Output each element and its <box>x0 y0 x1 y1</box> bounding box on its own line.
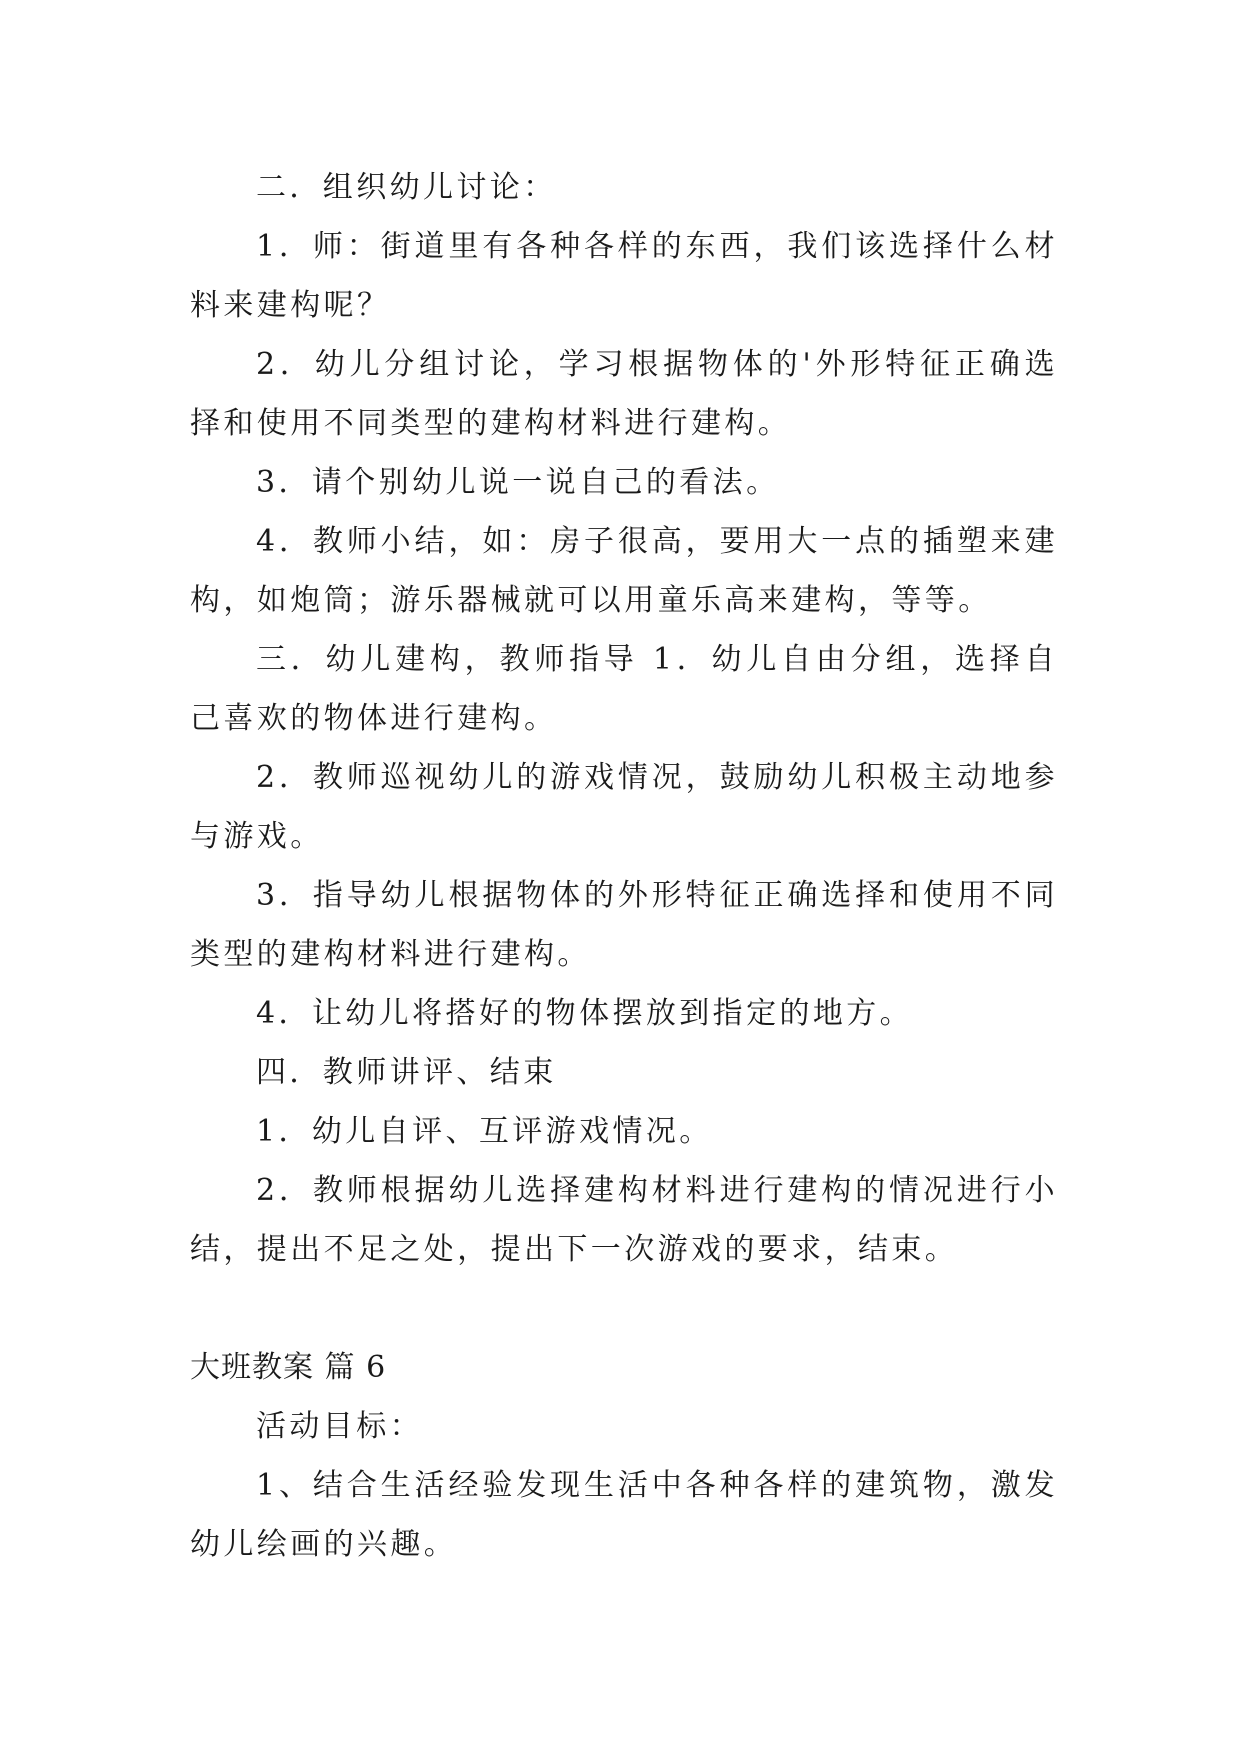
paragraph: 2．教师巡视幼儿的游戏情况，鼓励幼儿积极主动地参与游戏。 <box>190 760 1058 854</box>
paragraph: 4．教师小结，如：房子很高，要用大一点的插塑来建构，如炮筒；游乐器械就可以用童乐高来建构，等等。 <box>190 524 1058 618</box>
paragraph: 1、结合生活经验发现生活中各种各样的建筑物，激发幼儿绘画的兴趣。 <box>190 1468 1058 1562</box>
paragraph: 3．请个别幼儿说一说自己的看法。 <box>256 465 780 500</box>
paragraph: 二．组织幼儿讨论： <box>256 170 557 205</box>
paragraph: 3．指导幼儿根据物体的外形特征正确选择和使用不同类型的建构材料进行建构。 <box>190 878 1058 972</box>
section-spacer <box>190 1279 1058 1338</box>
paragraph: 活动目标： <box>256 1409 423 1444</box>
section-heading: 大班教案 篇 6 <box>190 1350 387 1385</box>
paragraph: 4．让幼儿将搭好的物体摆放到指定的地方。 <box>256 996 914 1031</box>
paragraph: 三．幼儿建构，教师指导 1．幼儿自由分组，选择自己喜欢的物体进行建构。 <box>190 642 1058 736</box>
paragraph: 1．师：街道里有各种各样的东西，我们该选择什么材料来建构呢？ <box>190 229 1058 323</box>
paragraph: 四．教师讲评、结束 <box>256 1055 557 1090</box>
document-body <box>190 158 1058 1574</box>
paragraph: 2．幼儿分组讨论，学习根据物体的'外形特征正确选择和使用不同类型的建构材料进行建构。 <box>190 347 1058 441</box>
paragraph: 2．教师根据幼儿选择建构材料进行建构的情况进行小结，提出不足之处，提出下一次游戏的要求，结束。 <box>190 1173 1058 1267</box>
paragraph: 1．幼儿自评、互评游戏情况。 <box>256 1114 713 1149</box>
